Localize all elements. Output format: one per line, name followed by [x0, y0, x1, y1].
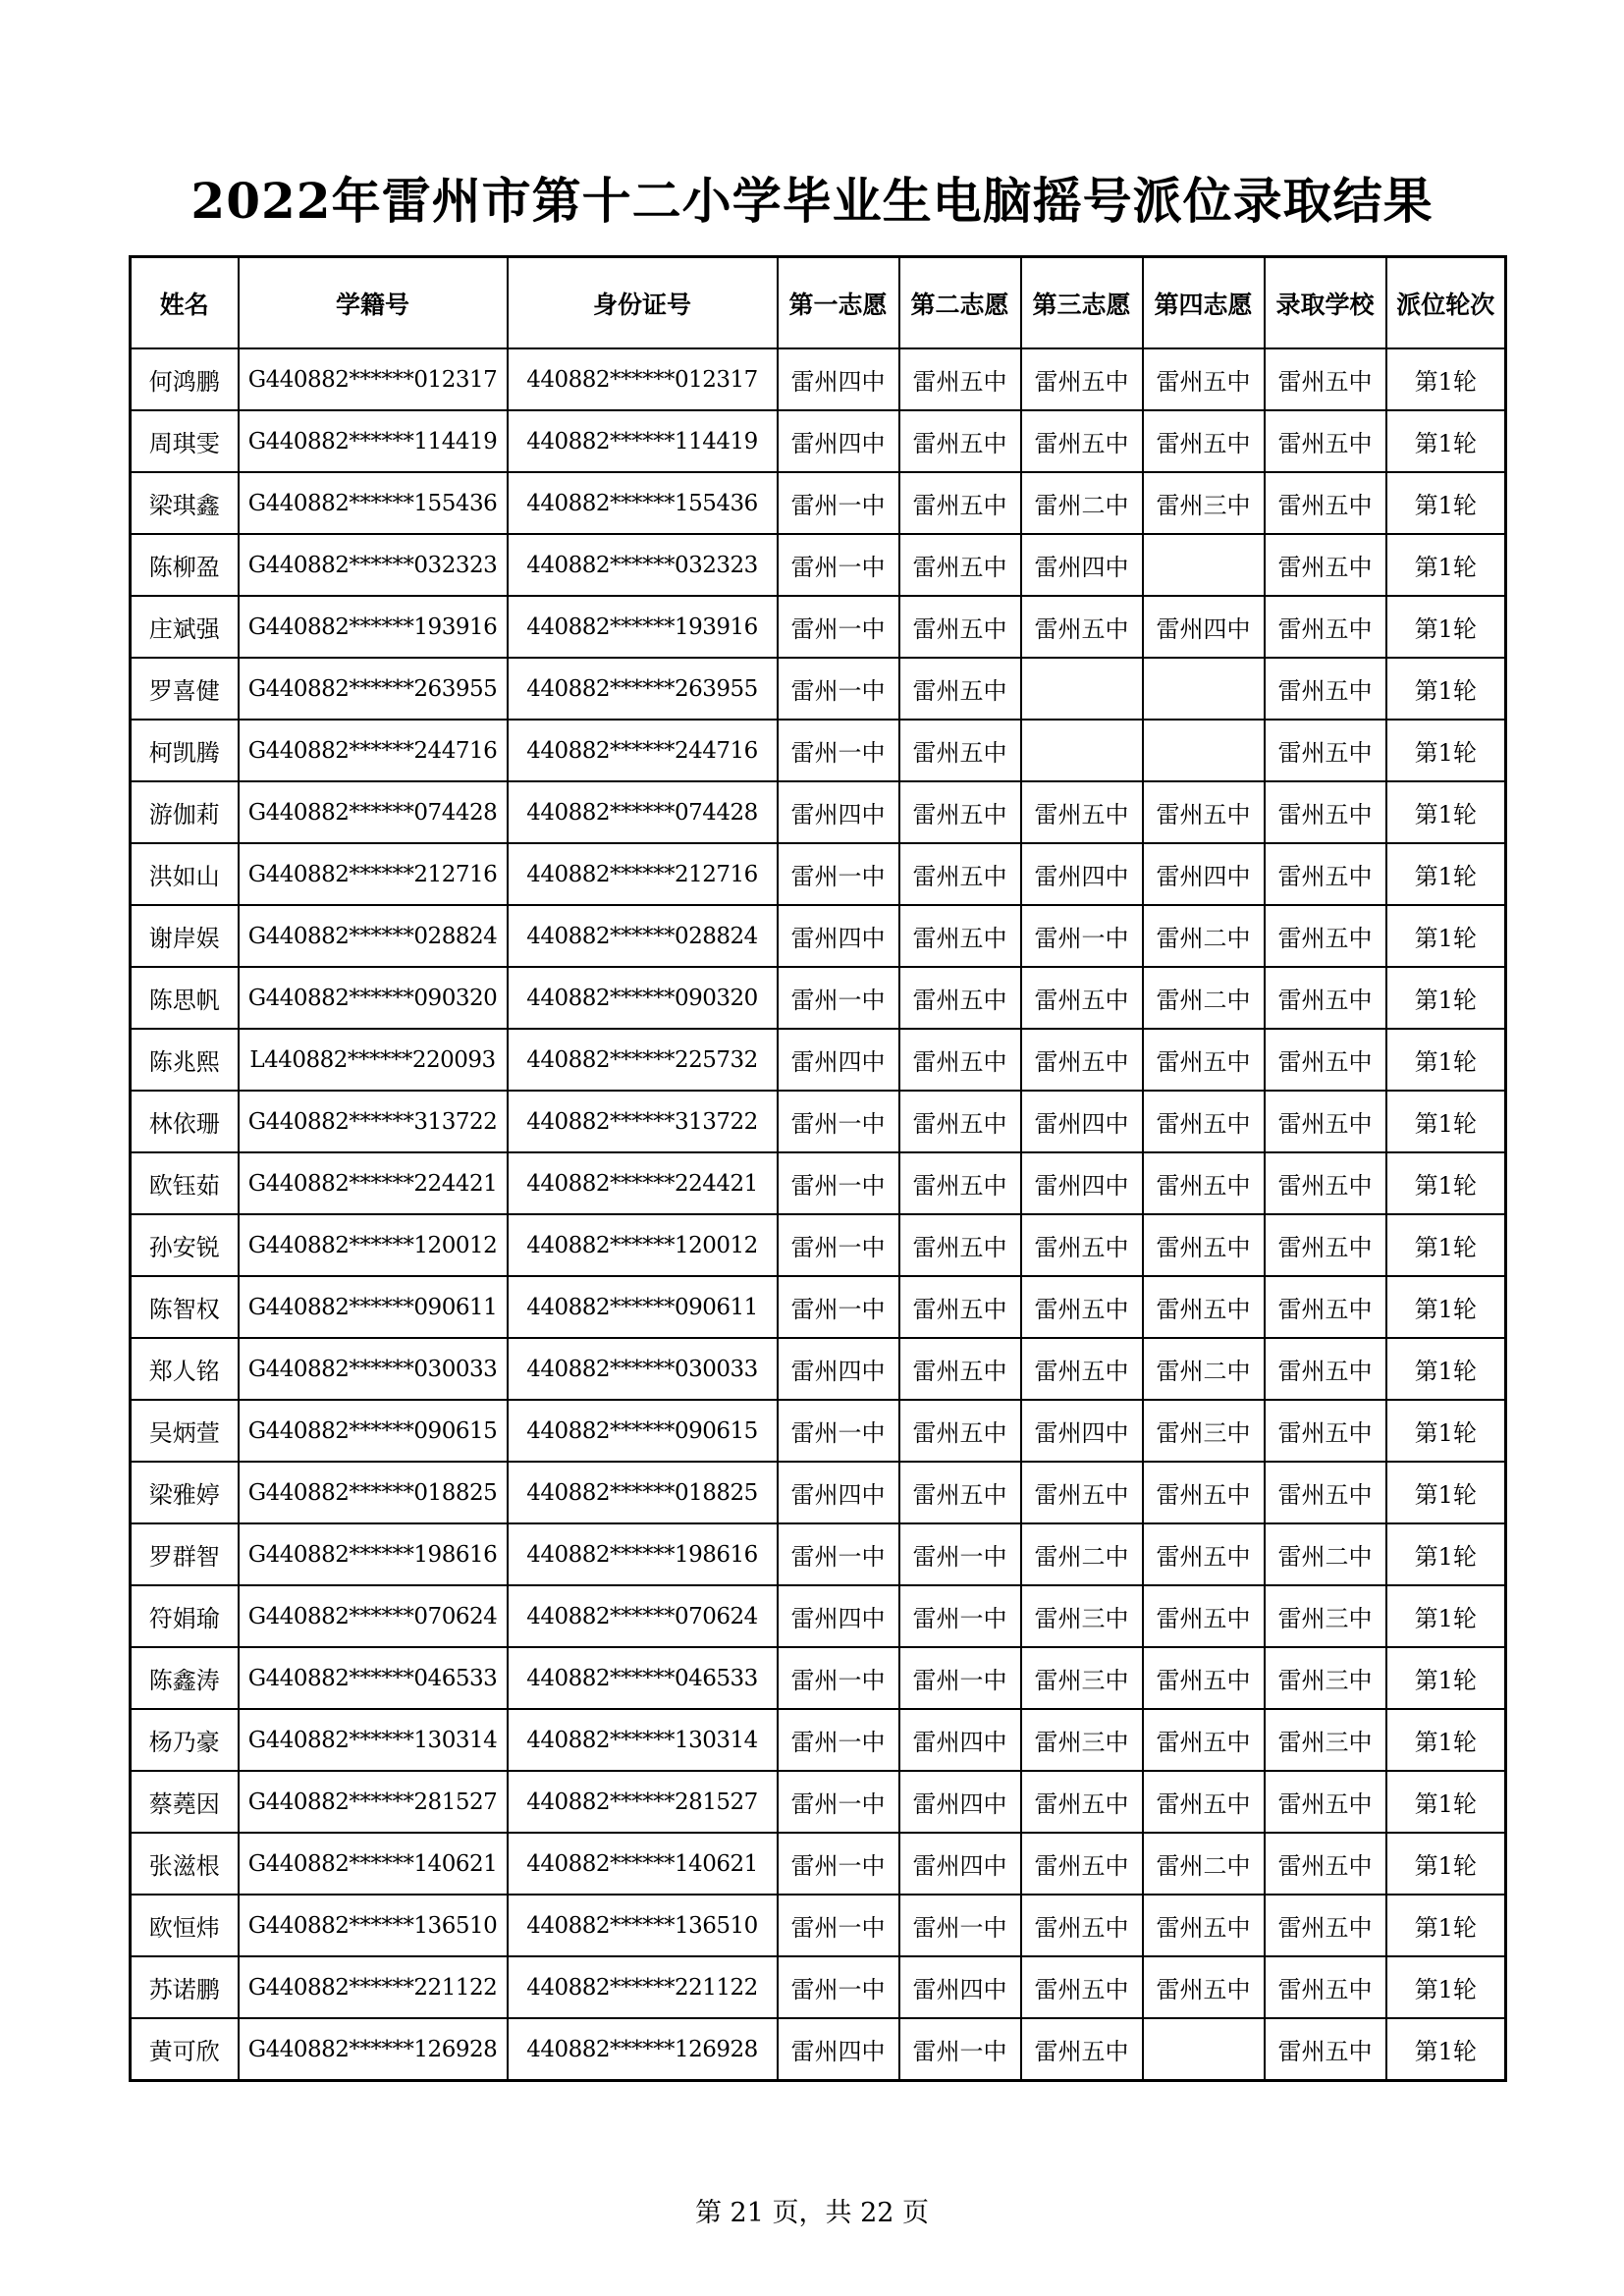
- choice-1-cell: 雷州四中: [778, 1029, 899, 1091]
- choice-2-cell: 雷州五中: [899, 1276, 1021, 1338]
- table-row: [131, 472, 1506, 534]
- student-name-cell: 陈智权: [131, 1276, 239, 1338]
- round-cell: 第1轮: [1386, 1956, 1506, 2018]
- round-cell: 第1轮: [1386, 1709, 1506, 1771]
- round-cell: 第1轮: [1386, 596, 1506, 658]
- table-row: [131, 1771, 1506, 1833]
- choice-4-cell: 雷州五中: [1143, 1956, 1265, 2018]
- admitted-school-cell: 雷州五中: [1265, 658, 1386, 720]
- choice-1-cell: 雷州一中: [778, 720, 899, 781]
- choice-4-cell: [1143, 534, 1265, 596]
- student-id-cell: G440882******155436: [239, 472, 508, 534]
- id-card-number-cell: 440882******114419: [508, 410, 778, 472]
- student-id-cell: G440882******130314: [239, 1709, 508, 1771]
- round-cell: 第1轮: [1386, 1647, 1506, 1709]
- choice-2-cell: 雷州一中: [899, 1647, 1021, 1709]
- choice-2-cell: 雷州四中: [899, 1771, 1021, 1833]
- choice-4-cell: [1143, 720, 1265, 781]
- choice-4-cell: 雷州五中: [1143, 1214, 1265, 1276]
- choice-3-cell: [1021, 658, 1143, 720]
- student-name-cell: 杨乃豪: [131, 1709, 239, 1771]
- round-cell: 第1轮: [1386, 1895, 1506, 1956]
- student-id-cell: G440882******090611: [239, 1276, 508, 1338]
- round-cell: 第1轮: [1386, 1214, 1506, 1276]
- id-card-number-cell: 440882******090615: [508, 1400, 778, 1462]
- admitted-school-cell: 雷州五中: [1265, 720, 1386, 781]
- table-row: [131, 905, 1506, 967]
- student-name-cell: 欧恒炜: [131, 1895, 239, 1956]
- admitted-school-cell: 雷州五中: [1265, 1214, 1386, 1276]
- admitted-school-cell: 雷州五中: [1265, 1771, 1386, 1833]
- student-id-cell: G440882******074428: [239, 781, 508, 843]
- round-cell: 第1轮: [1386, 1029, 1506, 1091]
- table-row: [131, 1091, 1506, 1152]
- choice-2-cell: 雷州四中: [899, 1833, 1021, 1895]
- choice-4-cell: 雷州五中: [1143, 1709, 1265, 1771]
- choice-3-cell: 雷州五中: [1021, 1895, 1143, 1956]
- student-id-cell: G440882******030033: [239, 1338, 508, 1400]
- student-id-cell: G440882******263955: [239, 658, 508, 720]
- id-card-number-cell: 440882******155436: [508, 472, 778, 534]
- header-student-id: 学籍号: [239, 257, 508, 349]
- choice-2-cell: 雷州四中: [899, 1956, 1021, 2018]
- choice-1-cell: 雷州四中: [778, 2018, 899, 2081]
- choice-2-cell: 雷州五中: [899, 781, 1021, 843]
- round-cell: 第1轮: [1386, 1771, 1506, 1833]
- choice-3-cell: 雷州四中: [1021, 843, 1143, 905]
- admitted-school-cell: 雷州五中: [1265, 596, 1386, 658]
- student-name-cell: 孙安锐: [131, 1214, 239, 1276]
- id-card-number-cell: 440882******090320: [508, 967, 778, 1029]
- student-id-cell: G440882******070624: [239, 1585, 508, 1647]
- id-card-number-cell: 440882******090611: [508, 1276, 778, 1338]
- choice-1-cell: 雷州一中: [778, 1091, 899, 1152]
- choice-1-cell: 雷州一中: [778, 1214, 899, 1276]
- choice-3-cell: 雷州五中: [1021, 1276, 1143, 1338]
- choice-4-cell: [1143, 2018, 1265, 2081]
- choice-2-cell: 雷州五中: [899, 658, 1021, 720]
- round-cell: 第1轮: [1386, 534, 1506, 596]
- choice-4-cell: 雷州二中: [1143, 1833, 1265, 1895]
- table-row: [131, 843, 1506, 905]
- choice-2-cell: 雷州五中: [899, 348, 1021, 410]
- admitted-school-cell: 雷州三中: [1265, 1709, 1386, 1771]
- table-row: [131, 2018, 1506, 2081]
- choice-1-cell: 雷州四中: [778, 1462, 899, 1523]
- table-row: [131, 410, 1506, 472]
- table-row: [131, 1895, 1506, 1956]
- header-choice-2: 第二志愿: [899, 257, 1021, 349]
- student-name-cell: 游伽莉: [131, 781, 239, 843]
- table-row: [131, 1214, 1506, 1276]
- choice-1-cell: 雷州四中: [778, 1585, 899, 1647]
- table-row: [131, 1833, 1506, 1895]
- round-cell: 第1轮: [1386, 1400, 1506, 1462]
- id-card-number-cell: 440882******140621: [508, 1833, 778, 1895]
- choice-3-cell: 雷州五中: [1021, 1214, 1143, 1276]
- student-name-cell: 柯凯腾: [131, 720, 239, 781]
- choice-1-cell: 雷州一中: [778, 1709, 899, 1771]
- table-row: [131, 1029, 1506, 1091]
- student-name-cell: 张滋根: [131, 1833, 239, 1895]
- student-id-cell: G440882******046533: [239, 1647, 508, 1709]
- admitted-school-cell: 雷州三中: [1265, 1585, 1386, 1647]
- choice-3-cell: 雷州五中: [1021, 781, 1143, 843]
- table-row: [131, 348, 1506, 410]
- header-choice-3: 第三志愿: [1021, 257, 1143, 349]
- table-row: [131, 720, 1506, 781]
- choice-3-cell: 雷州五中: [1021, 1029, 1143, 1091]
- choice-3-cell: 雷州五中: [1021, 1833, 1143, 1895]
- student-id-cell: G440882******313722: [239, 1091, 508, 1152]
- id-card-number-cell: 440882******074428: [508, 781, 778, 843]
- admitted-school-cell: 雷州五中: [1265, 1029, 1386, 1091]
- table-row: [131, 1647, 1506, 1709]
- choice-2-cell: 雷州五中: [899, 1029, 1021, 1091]
- choice-1-cell: 雷州一中: [778, 596, 899, 658]
- table-row: [131, 1152, 1506, 1214]
- choice-4-cell: 雷州五中: [1143, 1091, 1265, 1152]
- student-name-cell: 苏诺鹏: [131, 1956, 239, 2018]
- choice-3-cell: 雷州五中: [1021, 410, 1143, 472]
- choice-4-cell: [1143, 658, 1265, 720]
- id-card-number-cell: 440882******126928: [508, 2018, 778, 2081]
- student-id-cell: G440882******114419: [239, 410, 508, 472]
- student-id-cell: G440882******221122: [239, 1956, 508, 2018]
- id-card-number-cell: 440882******225732: [508, 1029, 778, 1091]
- choice-4-cell: 雷州五中: [1143, 1895, 1265, 1956]
- choice-1-cell: 雷州一中: [778, 843, 899, 905]
- student-name-cell: 罗群智: [131, 1523, 239, 1585]
- choice-2-cell: 雷州四中: [899, 1709, 1021, 1771]
- header-choice-1: 第一志愿: [778, 257, 899, 349]
- choice-3-cell: 雷州二中: [1021, 472, 1143, 534]
- choice-4-cell: 雷州五中: [1143, 1029, 1265, 1091]
- table-row: [131, 1585, 1506, 1647]
- student-id-cell: G440882******224421: [239, 1152, 508, 1214]
- round-cell: 第1轮: [1386, 1152, 1506, 1214]
- student-name-cell: 罗喜健: [131, 658, 239, 720]
- choice-2-cell: 雷州五中: [899, 410, 1021, 472]
- choice-4-cell: 雷州五中: [1143, 1647, 1265, 1709]
- student-id-cell: G440882******120012: [239, 1214, 508, 1276]
- table-header-row: [131, 257, 1506, 349]
- id-card-number-cell: 440882******212716: [508, 843, 778, 905]
- choice-1-cell: 雷州四中: [778, 410, 899, 472]
- page-title: 2022年雷州市第十二小学毕业生电脑摇号派位录取结果: [190, 172, 1434, 230]
- admitted-school-cell: 雷州五中: [1265, 1956, 1386, 2018]
- choice-2-cell: 雷州五中: [899, 1091, 1021, 1152]
- choice-3-cell: 雷州三中: [1021, 1585, 1143, 1647]
- admitted-school-cell: 雷州五中: [1265, 1338, 1386, 1400]
- table-body: [131, 348, 1506, 2081]
- student-id-cell: G440882******212716: [239, 843, 508, 905]
- choice-2-cell: 雷州一中: [899, 1895, 1021, 1956]
- id-card-number-cell: 440882******224421: [508, 1152, 778, 1214]
- choice-1-cell: 雷州一中: [778, 1956, 899, 2018]
- header-choice-4: 第四志愿: [1143, 257, 1265, 349]
- admitted-school-cell: 雷州三中: [1265, 1647, 1386, 1709]
- id-card-number-cell: 440882******193916: [508, 596, 778, 658]
- admitted-school-cell: 雷州五中: [1265, 967, 1386, 1029]
- round-cell: 第1轮: [1386, 720, 1506, 781]
- choice-2-cell: 雷州五中: [899, 905, 1021, 967]
- choice-3-cell: 雷州三中: [1021, 1647, 1143, 1709]
- choice-1-cell: 雷州一中: [778, 472, 899, 534]
- table-row: [131, 596, 1506, 658]
- round-cell: 第1轮: [1386, 1585, 1506, 1647]
- choice-2-cell: 雷州一中: [899, 1523, 1021, 1585]
- student-name-cell: 符娟瑜: [131, 1585, 239, 1647]
- round-cell: 第1轮: [1386, 1091, 1506, 1152]
- choice-4-cell: 雷州五中: [1143, 1462, 1265, 1523]
- admitted-school-cell: 雷州五中: [1265, 410, 1386, 472]
- student-id-cell: G440882******140621: [239, 1833, 508, 1895]
- admitted-school-cell: 雷州五中: [1265, 781, 1386, 843]
- choice-1-cell: 雷州一中: [778, 658, 899, 720]
- round-cell: 第1轮: [1386, 348, 1506, 410]
- header-id-card: 身份证号: [508, 257, 778, 349]
- round-cell: 第1轮: [1386, 410, 1506, 472]
- student-id-cell: G440882******028824: [239, 905, 508, 967]
- choice-2-cell: 雷州五中: [899, 1214, 1021, 1276]
- id-card-number-cell: 440882******221122: [508, 1956, 778, 2018]
- choice-1-cell: 雷州一中: [778, 1523, 899, 1585]
- page-number: 第 21 页，共 22 页: [694, 2198, 930, 2228]
- choice-2-cell: 雷州五中: [899, 1400, 1021, 1462]
- choice-4-cell: 雷州五中: [1143, 781, 1265, 843]
- choice-3-cell: 雷州一中: [1021, 905, 1143, 967]
- table-row: [131, 658, 1506, 720]
- admitted-school-cell: 雷州二中: [1265, 1523, 1386, 1585]
- choice-3-cell: 雷州五中: [1021, 1338, 1143, 1400]
- student-name-cell: 欧钰茹: [131, 1152, 239, 1214]
- admitted-school-cell: 雷州五中: [1265, 1400, 1386, 1462]
- choice-3-cell: 雷州四中: [1021, 1400, 1143, 1462]
- header-name: 姓名: [131, 257, 239, 349]
- round-cell: 第1轮: [1386, 905, 1506, 967]
- choice-2-cell: 雷州五中: [899, 843, 1021, 905]
- student-name-cell: 吴炳萱: [131, 1400, 239, 1462]
- id-card-number-cell: 440882******263955: [508, 658, 778, 720]
- choice-1-cell: 雷州一中: [778, 1895, 899, 1956]
- id-card-number-cell: 440882******046533: [508, 1647, 778, 1709]
- round-cell: 第1轮: [1386, 2018, 1506, 2081]
- admitted-school-cell: 雷州五中: [1265, 534, 1386, 596]
- student-name-cell: 陈柳盈: [131, 534, 239, 596]
- student-name-cell: 林依珊: [131, 1091, 239, 1152]
- choice-3-cell: 雷州三中: [1021, 1709, 1143, 1771]
- table-row: [131, 781, 1506, 843]
- header-round: 派位轮次: [1386, 257, 1506, 349]
- header-admitted-school: 录取学校: [1265, 257, 1386, 349]
- choice-4-cell: 雷州三中: [1143, 472, 1265, 534]
- choice-4-cell: 雷州四中: [1143, 843, 1265, 905]
- choice-4-cell: 雷州二中: [1143, 1338, 1265, 1400]
- choice-4-cell: 雷州三中: [1143, 1400, 1265, 1462]
- choice-3-cell: 雷州五中: [1021, 967, 1143, 1029]
- admitted-school-cell: 雷州五中: [1265, 2018, 1386, 2081]
- choice-3-cell: [1021, 720, 1143, 781]
- table-row: [131, 1956, 1506, 2018]
- table-row: [131, 1523, 1506, 1585]
- id-card-number-cell: 440882******120012: [508, 1214, 778, 1276]
- choice-3-cell: 雷州四中: [1021, 534, 1143, 596]
- student-id-cell: G440882******090615: [239, 1400, 508, 1462]
- choice-1-cell: 雷州四中: [778, 781, 899, 843]
- choice-4-cell: 雷州四中: [1143, 596, 1265, 658]
- round-cell: 第1轮: [1386, 1338, 1506, 1400]
- choice-2-cell: 雷州五中: [899, 1462, 1021, 1523]
- choice-4-cell: 雷州五中: [1143, 1585, 1265, 1647]
- choice-2-cell: 雷州五中: [899, 534, 1021, 596]
- round-cell: 第1轮: [1386, 1462, 1506, 1523]
- student-id-cell: G440882******281527: [239, 1771, 508, 1833]
- choice-1-cell: 雷州四中: [778, 348, 899, 410]
- choice-1-cell: 雷州四中: [778, 1338, 899, 1400]
- choice-2-cell: 雷州五中: [899, 967, 1021, 1029]
- choice-1-cell: 雷州一中: [778, 1771, 899, 1833]
- admitted-school-cell: 雷州五中: [1265, 1152, 1386, 1214]
- choice-1-cell: 雷州一中: [778, 967, 899, 1029]
- student-name-cell: 谢岸娱: [131, 905, 239, 967]
- choice-4-cell: 雷州五中: [1143, 1771, 1265, 1833]
- choice-2-cell: 雷州五中: [899, 1338, 1021, 1400]
- id-card-number-cell: 440882******281527: [508, 1771, 778, 1833]
- student-id-cell: G440882******126928: [239, 2018, 508, 2081]
- admitted-school-cell: 雷州五中: [1265, 905, 1386, 967]
- choice-2-cell: 雷州一中: [899, 2018, 1021, 2081]
- choice-3-cell: 雷州二中: [1021, 1523, 1143, 1585]
- choice-3-cell: 雷州五中: [1021, 2018, 1143, 2081]
- choice-3-cell: 雷州五中: [1021, 348, 1143, 410]
- table-row: [131, 1338, 1506, 1400]
- table-row: [131, 1276, 1506, 1338]
- choice-1-cell: 雷州一中: [778, 1152, 899, 1214]
- student-id-cell: G440882******198616: [239, 1523, 508, 1585]
- id-card-number-cell: 440882******028824: [508, 905, 778, 967]
- student-name-cell: 郑人铭: [131, 1338, 239, 1400]
- choice-4-cell: 雷州五中: [1143, 410, 1265, 472]
- choice-3-cell: 雷州五中: [1021, 1462, 1143, 1523]
- table-row: [131, 1709, 1506, 1771]
- id-card-number-cell: 440882******070624: [508, 1585, 778, 1647]
- choice-4-cell: 雷州五中: [1143, 1276, 1265, 1338]
- round-cell: 第1轮: [1386, 658, 1506, 720]
- student-name-cell: 周琪雯: [131, 410, 239, 472]
- student-name-cell: 黄可欣: [131, 2018, 239, 2081]
- admitted-school-cell: 雷州五中: [1265, 1091, 1386, 1152]
- student-id-cell: G440882******012317: [239, 348, 508, 410]
- student-name-cell: 梁雅婷: [131, 1462, 239, 1523]
- choice-2-cell: 雷州五中: [899, 472, 1021, 534]
- admitted-school-cell: 雷州五中: [1265, 843, 1386, 905]
- table-row: [131, 1462, 1506, 1523]
- choice-1-cell: 雷州一中: [778, 1833, 899, 1895]
- round-cell: 第1轮: [1386, 472, 1506, 534]
- choice-2-cell: 雷州一中: [899, 1585, 1021, 1647]
- choice-3-cell: 雷州五中: [1021, 596, 1143, 658]
- choice-3-cell: 雷州四中: [1021, 1091, 1143, 1152]
- id-card-number-cell: 440882******018825: [508, 1462, 778, 1523]
- student-name-cell: 梁琪鑫: [131, 472, 239, 534]
- choice-3-cell: 雷州五中: [1021, 1956, 1143, 2018]
- choice-4-cell: 雷州二中: [1143, 905, 1265, 967]
- round-cell: 第1轮: [1386, 1523, 1506, 1585]
- id-card-number-cell: 440882******198616: [508, 1523, 778, 1585]
- choice-1-cell: 雷州一中: [778, 1647, 899, 1709]
- id-card-number-cell: 440882******130314: [508, 1709, 778, 1771]
- table-row: [131, 967, 1506, 1029]
- student-id-cell: G440882******244716: [239, 720, 508, 781]
- student-name-cell: 蔡蕘因: [131, 1771, 239, 1833]
- id-card-number-cell: 440882******032323: [508, 534, 778, 596]
- round-cell: 第1轮: [1386, 1276, 1506, 1338]
- table-row: [131, 1400, 1506, 1462]
- table-row: [131, 534, 1506, 596]
- admitted-school-cell: 雷州五中: [1265, 1276, 1386, 1338]
- choice-2-cell: 雷州五中: [899, 720, 1021, 781]
- choice-4-cell: 雷州二中: [1143, 967, 1265, 1029]
- choice-1-cell: 雷州一中: [778, 534, 899, 596]
- student-id-cell: G440882******090320: [239, 967, 508, 1029]
- student-id-cell: G440882******032323: [239, 534, 508, 596]
- student-name-cell: 陈鑫涛: [131, 1647, 239, 1709]
- id-card-number-cell: 440882******030033: [508, 1338, 778, 1400]
- student-name-cell: 庄斌强: [131, 596, 239, 658]
- id-card-number-cell: 440882******012317: [508, 348, 778, 410]
- student-name-cell: 陈兆熙: [131, 1029, 239, 1091]
- student-name-cell: 洪如山: [131, 843, 239, 905]
- student-name-cell: 何鸿鹏: [131, 348, 239, 410]
- round-cell: 第1轮: [1386, 1833, 1506, 1895]
- choice-2-cell: 雷州五中: [899, 1152, 1021, 1214]
- round-cell: 第1轮: [1386, 967, 1506, 1029]
- choice-4-cell: 雷州五中: [1143, 1152, 1265, 1214]
- student-name-cell: 陈思帆: [131, 967, 239, 1029]
- choice-3-cell: 雷州四中: [1021, 1152, 1143, 1214]
- student-id-cell: G440882******018825: [239, 1462, 508, 1523]
- admitted-school-cell: 雷州五中: [1265, 348, 1386, 410]
- choice-1-cell: 雷州四中: [778, 905, 899, 967]
- choice-1-cell: 雷州一中: [778, 1400, 899, 1462]
- round-cell: 第1轮: [1386, 781, 1506, 843]
- id-card-number-cell: 440882******244716: [508, 720, 778, 781]
- round-cell: 第1轮: [1386, 843, 1506, 905]
- choice-2-cell: 雷州五中: [899, 596, 1021, 658]
- admitted-school-cell: 雷州五中: [1265, 1895, 1386, 1956]
- admitted-school-cell: 雷州五中: [1265, 472, 1386, 534]
- admitted-school-cell: 雷州五中: [1265, 1833, 1386, 1895]
- student-id-cell: G440882******136510: [239, 1895, 508, 1956]
- id-card-number-cell: 440882******136510: [508, 1895, 778, 1956]
- admitted-school-cell: 雷州五中: [1265, 1462, 1386, 1523]
- choice-1-cell: 雷州一中: [778, 1276, 899, 1338]
- choice-3-cell: 雷州五中: [1021, 1771, 1143, 1833]
- admission-results-table: [129, 255, 1507, 2082]
- choice-4-cell: 雷州五中: [1143, 348, 1265, 410]
- choice-4-cell: 雷州五中: [1143, 1523, 1265, 1585]
- student-id-cell: L440882******220093: [239, 1029, 508, 1091]
- id-card-number-cell: 440882******313722: [508, 1091, 778, 1152]
- student-id-cell: G440882******193916: [239, 596, 508, 658]
